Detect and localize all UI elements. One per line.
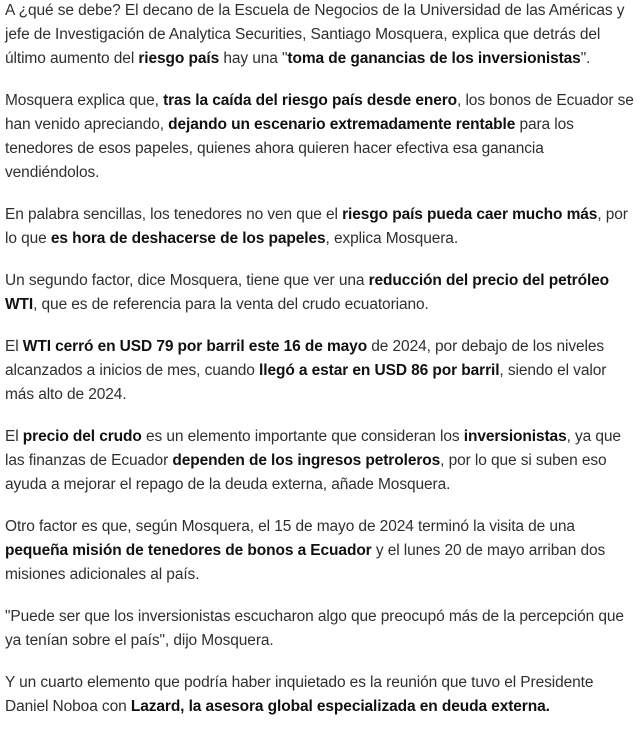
bold-phrase: tras la caída del riesgo país desde enero [163, 92, 458, 109]
article-paragraph [5, 0, 638, 71]
text-run: , los bonos de Ecuador se han venido apreciando, [5, 92, 634, 133]
bold-phrase: es hora de deshacerse de los papeles [50, 230, 326, 247]
article-paragraph [5, 335, 638, 407]
bold-phrase: inversionistas [463, 428, 567, 445]
bold-phrase: dejando un escenario extremadamente rentable [168, 116, 516, 133]
text-run: "Puede ser que los inversionistas escucharon algo que preocupó más de la percepción que ya tenían sobre el país", dijo Mosquera. [5, 608, 624, 649]
text-run: A ¿qué se debe? El decano de la Escuela de Negocios de la Universidad de las Américas y jefe de Investigación de Analytica Securities, Santiago Mosquera, explica que detrás del último aumento del [5, 2, 625, 67]
article-paragraph [5, 515, 638, 587]
bold-phrase: reducción del precio del petróleo WTI [5, 272, 610, 313]
article-paragraph [5, 269, 638, 317]
text-run: es un elemento importante que consideran los [141, 428, 464, 445]
text-run: , por lo que [5, 206, 628, 247]
bold-phrase: WTI cerró en USD 79 por barril este 16 de mayo [22, 338, 368, 355]
text-run: Un segundo factor, dice Mosquera, tiene que ver una [5, 272, 369, 289]
text-run: El [5, 428, 23, 445]
text-run: El [5, 338, 23, 355]
text-run: Mosquera explica que, [5, 92, 164, 109]
bold-phrase: riesgo país pueda caer mucho más [342, 206, 598, 223]
text-run: , ya que las finanzas de Ecuador [5, 428, 621, 469]
article-paragraph [5, 89, 638, 185]
article-paragraph [5, 671, 638, 719]
text-run: Y un cuarto elemento que podría haber inquietado es la reunión que tuvo el Presidente Daniel Noboa con [5, 674, 594, 715]
text-run: , explica Mosquera. [325, 230, 459, 247]
article-paragraph [5, 605, 638, 653]
text-run: , por lo que si suben eso ayuda a mejorar el repago de la deuda externa, añade Mosquera. [5, 452, 607, 493]
text-run: hay una " [219, 50, 288, 67]
text-run: de 2024, por debajo de los niveles alcanzados a inicios de mes, cuando [5, 338, 605, 379]
text-run: ". [580, 50, 591, 67]
article-paragraph [5, 203, 638, 251]
text-run: para los tenedores de esos papeles, quienes ahora quieren hacer efectiva esa ganancia vendiéndolos. [5, 116, 574, 181]
bold-phrase: Lazard, la asesora global especializada en deuda externa. [130, 698, 550, 715]
bold-phrase: precio del crudo [22, 428, 142, 445]
article-paragraph [5, 425, 638, 497]
text-run: y el lunes 20 de mayo arriban dos misiones adicionales al país. [5, 542, 606, 583]
bold-phrase: llegó a estar en USD 86 por barril [259, 362, 500, 379]
bold-phrase: toma de ganancias de los inversionistas [287, 50, 581, 67]
bold-phrase: dependen de los ingresos petroleros [172, 452, 441, 469]
text-run: , que es de referencia para la venta del crudo ecuatoriano. [33, 296, 429, 313]
text-run: , siendo el valor más alto de 2024. [5, 362, 607, 403]
bold-phrase: riesgo país [138, 50, 220, 67]
text-run: Otro factor es que, según Mosquera, el 15 de mayo de 2024 terminó la visita de una [5, 518, 575, 535]
text-run: En palabra sencillas, los tenedores no ven que el [5, 206, 343, 223]
bold-phrase: pequeña misión de tenedores de bonos a Ecuador [5, 542, 372, 559]
